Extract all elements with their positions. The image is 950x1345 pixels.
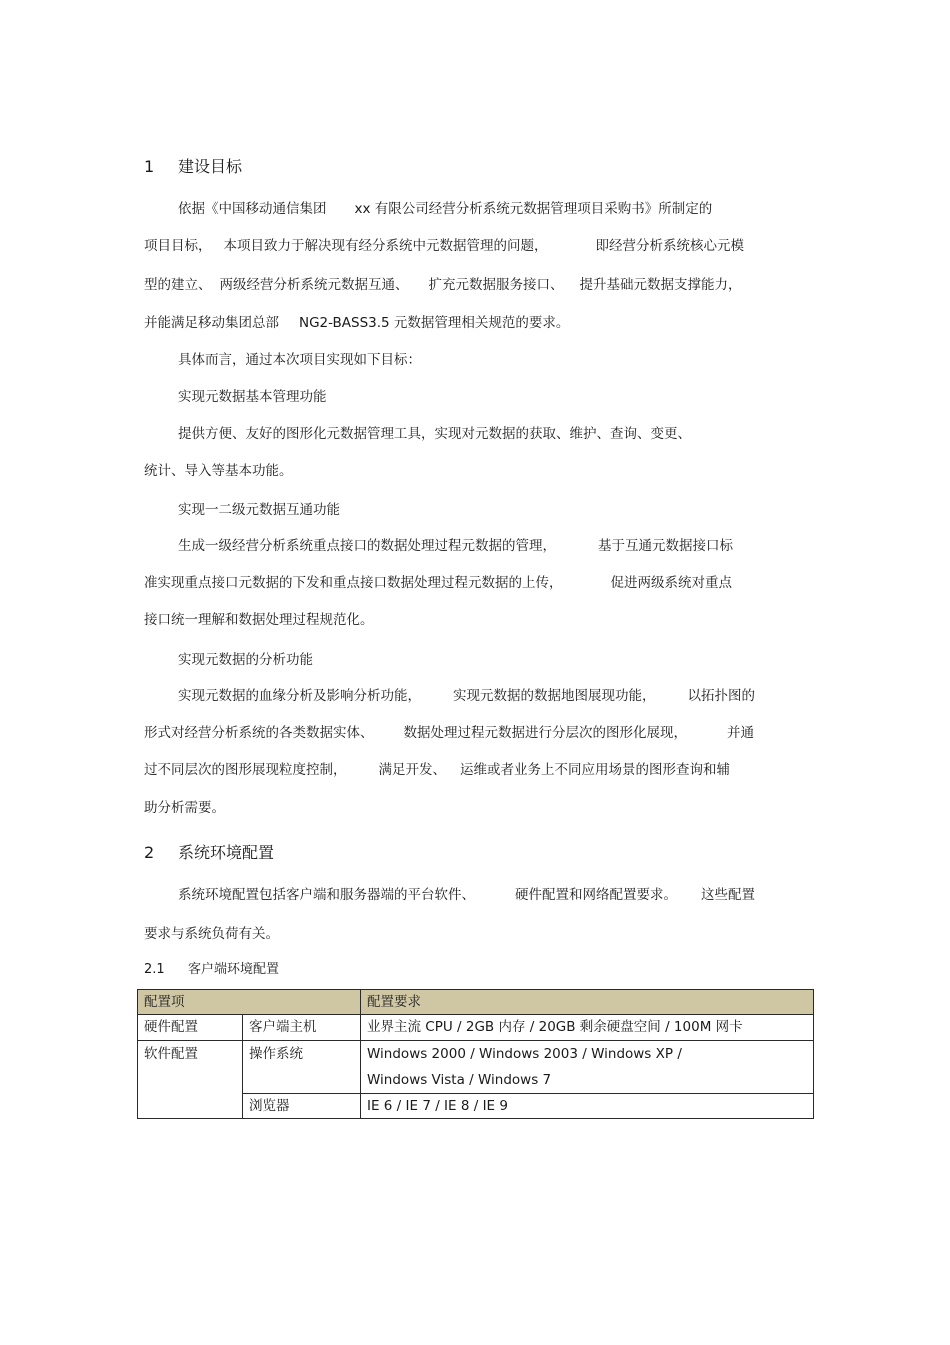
text-run: 提升基础元数据支撑能力， <box>579 277 742 293</box>
table-cell: 软件配置 <box>138 1041 243 1119</box>
subsection-heading-2-1 <box>144 961 279 979</box>
table-cell: 硬件配置 <box>138 1015 243 1041</box>
paragraph-line <box>144 761 730 779</box>
goal-title: 实现元数据基本管理功能 <box>178 389 327 405</box>
text-run: 型的建立、 <box>144 277 212 293</box>
text-run: 促进两级系统对重点 <box>610 575 732 591</box>
paragraph-line <box>144 276 742 294</box>
section-heading-2 <box>144 843 274 863</box>
paragraph-line <box>144 314 569 332</box>
text-run: 准实现重点接口元数据的下发和重点接口数据处理过程元数据的上传， <box>144 575 563 591</box>
text-run: NG2-BASS3.5 元数据管理相关规范的要求。 <box>299 315 570 331</box>
paragraph-line <box>144 574 732 592</box>
text-run: 基于互通元数据接口标 <box>598 538 733 554</box>
section-number: 1 <box>144 157 155 176</box>
text-run: 扩充元数据服务接口、 <box>428 277 564 293</box>
table-row <box>138 1015 814 1041</box>
paragraph-line <box>178 886 755 904</box>
goal-title: 实现元数据的分析功能 <box>178 652 313 668</box>
table-cell: 业界主流 CPU / 2GB 内存 / 20GB 剩余硬盘空间 / 100M 网卡 <box>361 1015 814 1041</box>
paragraph-line: 提供方便、友好的图形化元数据管理工具，实现对元数据的获取、维护、查询、变更、 <box>178 426 691 442</box>
text-run: 系统环境配置包括客户端和服务器端的平台软件、 <box>178 887 475 903</box>
text-run: 即经营分析系统核心元模 <box>595 238 744 254</box>
header-cell-item: 配置项 <box>138 990 361 1015</box>
text-run: 满足开发、 <box>378 762 446 778</box>
text-run: 依据《中国移动通信集团 <box>178 201 327 217</box>
text-run: 实现元数据的血缘分析及影响分析功能， <box>178 688 421 704</box>
text-run: 硬件配置和网络配置要求。 <box>515 887 677 903</box>
subsection-number: 2.1 <box>144 962 165 977</box>
text-run: 生成一级经营分析系统重点接口的数据处理过程元数据的管理， <box>178 538 556 554</box>
text-run: 数据处理过程元数据进行分层次的图形化展现， <box>403 725 687 741</box>
text-run: 以拓扑图的 <box>687 688 755 704</box>
paragraph-line: 具体而言，通过本次项目实现如下目标： <box>178 352 421 368</box>
paragraph-line <box>144 724 754 742</box>
section-title: 建设目标 <box>178 157 243 176</box>
table-cell: IE 6 / IE 7 / IE 8 / IE 9 <box>361 1094 814 1119</box>
goal-title: 实现一二级元数据互通功能 <box>178 502 340 518</box>
section-heading-1 <box>144 157 242 177</box>
subsection-title: 客户端环境配置 <box>188 962 280 977</box>
text-run: 实现元数据的数据地图展现功能， <box>453 688 656 704</box>
text-run: 本项目致力于解决现有经分系统中元数据管理的问题， <box>223 238 548 254</box>
text-run: 过不同层次的图形展现粒度控制， <box>144 762 347 778</box>
table-header-row <box>138 990 814 1015</box>
paragraph-line: 统计、导入等基本功能。 <box>144 463 293 479</box>
client-config-table <box>137 989 814 1119</box>
paragraph-line <box>144 237 744 255</box>
paragraph-line: 接口统一理解和数据处理过程规范化。 <box>144 612 374 628</box>
paragraph-line: 要求与系统负荷有关。 <box>144 926 279 942</box>
text-run: 形式对经营分析系统的各类数据实体、 <box>144 725 374 741</box>
header-cell-requirement: 配置要求 <box>361 990 814 1015</box>
text-run: 项目目标， <box>144 238 212 254</box>
text-run: 两级经营分析系统元数据互通、 <box>219 277 409 293</box>
table-cell: 浏览器 <box>243 1094 361 1119</box>
section-number: 2 <box>144 843 155 862</box>
table-row <box>138 1041 814 1094</box>
paragraph-line: 助分析需要。 <box>144 800 225 816</box>
text-run: 并通 <box>727 725 754 741</box>
paragraph-line <box>178 537 733 555</box>
text-run: 这些配置 <box>701 887 755 903</box>
cell-line: Windows 2000 / Windows 2003 / Windows XP / <box>367 1046 682 1062</box>
section-title: 系统环境配置 <box>178 843 275 862</box>
paragraph-line <box>178 687 755 705</box>
text-run: 并能满足移动集团总部 <box>144 315 279 331</box>
text-run: 运维或者业务上不同应用场景的图形查询和辅 <box>460 762 730 778</box>
table-cell <box>361 1041 814 1094</box>
paragraph-line <box>178 200 712 218</box>
cell-line: Windows Vista / Windows 7 <box>367 1072 552 1088</box>
table-cell: 操作系统 <box>243 1041 361 1094</box>
table-cell: 客户端主机 <box>243 1015 361 1041</box>
text-run: xx 有限公司经营分析系统元数据管理项目采购书》所制定的 <box>354 201 713 217</box>
